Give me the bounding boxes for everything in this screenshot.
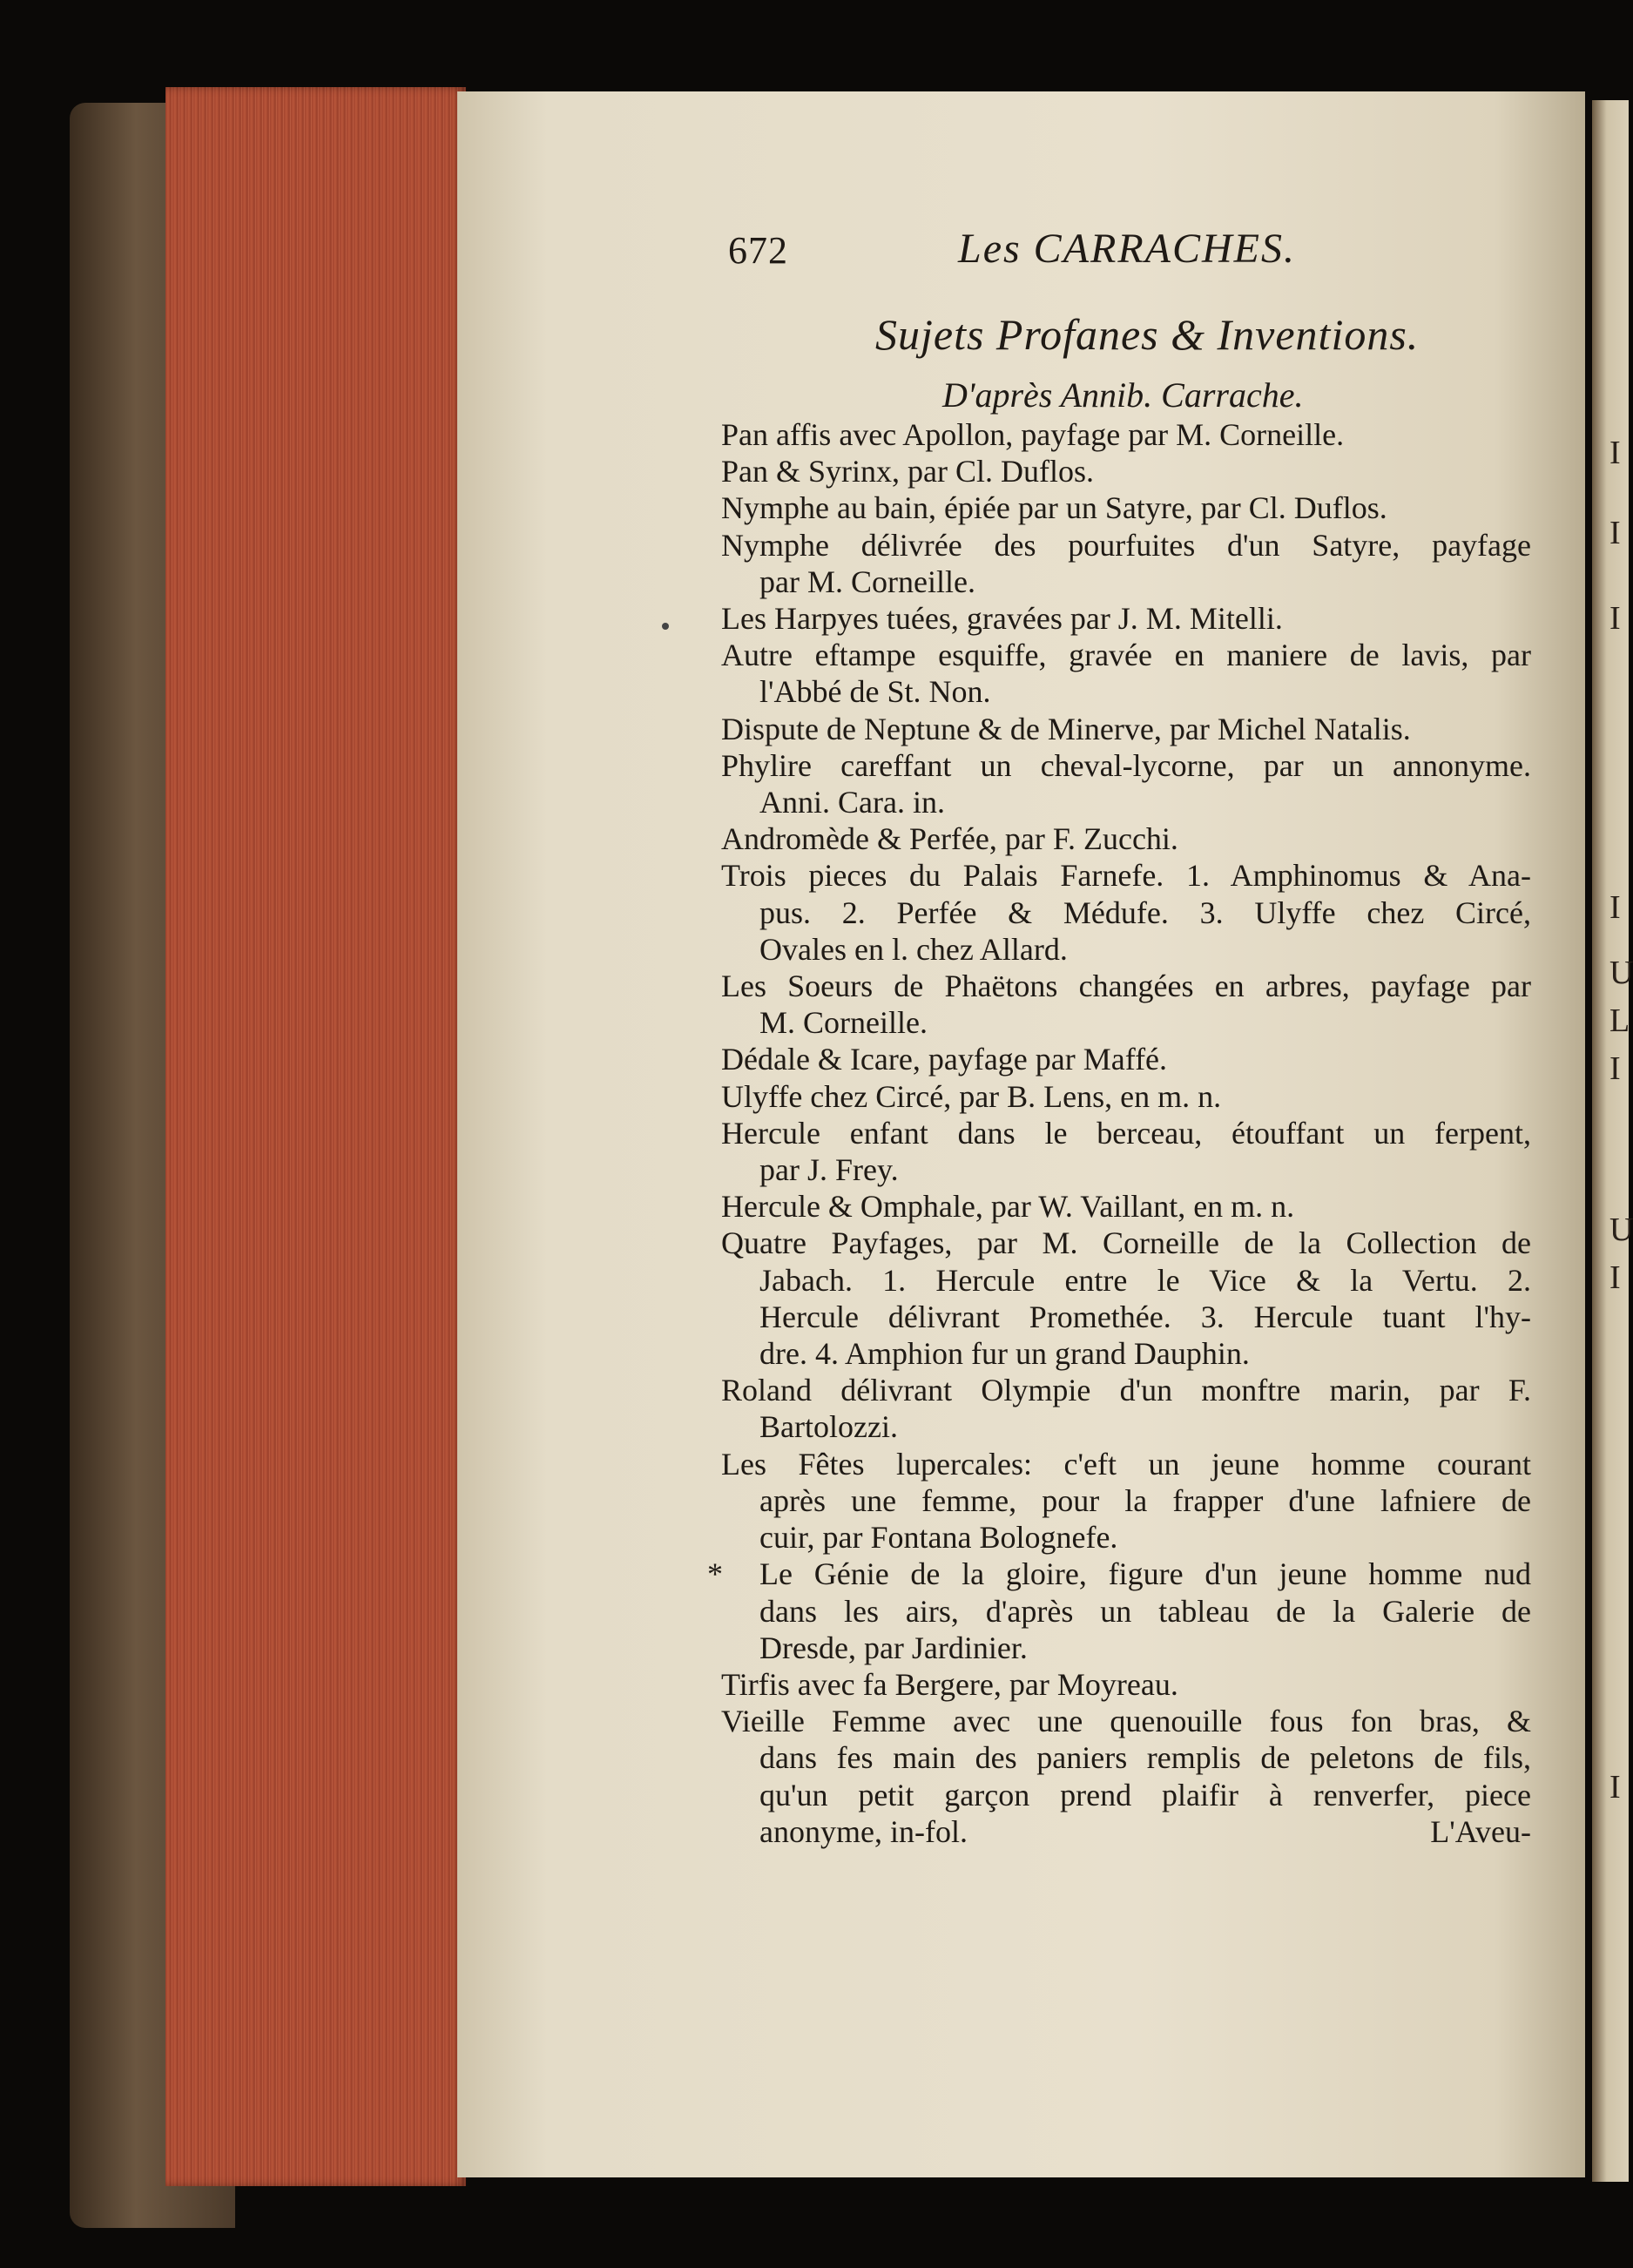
asterisk-marker: * bbox=[707, 1556, 723, 1592]
entry-line: Trois pieces du Palais Farnefe. 1. Amphinomus & Ana- bbox=[721, 858, 1531, 894]
entry-line: Dresde, par Jardinier. bbox=[759, 1630, 1028, 1665]
entry-line: dre. 4. Amphion fur un grand Dauphin. bbox=[759, 1336, 1250, 1372]
catalogue-entry bbox=[721, 820, 1531, 857]
entry-line: qu'un petit garçon prend plaifir à renverfer, piece bbox=[759, 1777, 1531, 1812]
entry-line: Anni. Cara. in. bbox=[759, 785, 945, 820]
catalogue-entry bbox=[721, 711, 1531, 747]
entry-line: Le Génie de la gloire, figure d'un jeune homme nud bbox=[759, 1556, 1531, 1592]
entry-line: Hercule enfant dans le berceau, étouffant un ferpent, bbox=[721, 1115, 1531, 1151]
catalogue-entry bbox=[721, 1115, 1531, 1188]
catalogue-entry bbox=[721, 527, 1531, 600]
entry-line: Pan affis avec Apollon, payfage par M. Corneille. bbox=[721, 417, 1345, 452]
entry-list bbox=[707, 416, 1531, 1850]
entry-line: par M. Corneille. bbox=[759, 564, 975, 599]
facing-mark: I bbox=[1609, 600, 1621, 637]
entry-line: Quatre Payfages, par M. Corneille de la Collection de bbox=[721, 1225, 1531, 1261]
entry-line: Bartolozzi. bbox=[759, 1409, 898, 1445]
catalogue-entry bbox=[707, 1556, 1531, 1666]
facing-mark: I bbox=[1609, 1259, 1621, 1296]
page-number: 672 bbox=[728, 229, 788, 272]
entry-line: Les Soeurs de Phaëtons changées en arbres, payfage par bbox=[721, 969, 1531, 1004]
entry-line: anonyme, in-fol. L'Aveu- bbox=[759, 1813, 1531, 1849]
entry-line: Andromède & Perfée, par F. Zucchi. bbox=[721, 821, 1178, 857]
entry-line: Pan & Syrinx, par Cl. Duflos. bbox=[721, 454, 1094, 489]
catalogue-entry bbox=[721, 1446, 1531, 1556]
catalogue-entry bbox=[721, 453, 1531, 489]
entry-line: l'Abbé de St. Non. bbox=[759, 674, 991, 710]
catalogue-entry bbox=[721, 1041, 1531, 1077]
catalogue-entry bbox=[721, 637, 1531, 710]
entry-line: Hercule & Omphale, par W. Vaillant, en m. n. bbox=[721, 1189, 1295, 1225]
entry-line: après une femme, pour la frapper d'une lafniere de bbox=[759, 1482, 1531, 1518]
facing-mark: U bbox=[1609, 955, 1633, 991]
entry-line: par J. Frey. bbox=[759, 1152, 899, 1188]
facing-mark: U bbox=[1609, 1212, 1633, 1248]
facing-mark: I bbox=[1609, 1769, 1621, 1806]
catalogue-entry bbox=[721, 600, 1531, 637]
entry-line: Tirfis avec fa Bergere, par Moyreau. bbox=[721, 1666, 1178, 1702]
entry-line: pus. 2. Perfée & Médufe. 3. Ulyffe chez Circé, bbox=[759, 894, 1531, 930]
entry-line: Jabach. 1. Hercule entre le Vice & la Vertu. 2. bbox=[759, 1262, 1531, 1298]
running-head: Les CARRACHES. bbox=[958, 226, 1296, 272]
entry-line: Phylire careffant un cheval-lycorne, par un annonyme. bbox=[721, 747, 1531, 783]
facing-mark: I bbox=[1609, 435, 1621, 471]
entry-line: M. Corneille. bbox=[759, 1005, 928, 1041]
facing-mark: I bbox=[1609, 889, 1621, 926]
entry-line: cuir, par Fontana Bolognefe. bbox=[759, 1520, 1118, 1556]
entry-line: Ulyffe chez Circé, par B. Lens, en m. n. bbox=[721, 1078, 1222, 1114]
catalogue-entry bbox=[721, 1703, 1531, 1850]
entry-line: Nymphe délivrée des pourfuites d'un Satyre, payfage bbox=[721, 527, 1531, 563]
catchword: L'Aveu- bbox=[1430, 1813, 1531, 1849]
section-title: Sujets Profanes & Inventions. bbox=[875, 310, 1420, 359]
margin-mark bbox=[662, 623, 669, 630]
catalogue-entry bbox=[721, 1666, 1531, 1703]
catalogue-entry bbox=[721, 1188, 1531, 1225]
catalogue-entry bbox=[721, 1372, 1531, 1445]
entry-line: Dédale & Icare, payfage par Maffé. bbox=[721, 1042, 1168, 1077]
catalogue-entry bbox=[721, 857, 1531, 968]
entry-line: Vieille Femme avec une quenouille fous fon bras, & bbox=[721, 1704, 1531, 1739]
catalogue-entry bbox=[721, 489, 1531, 526]
catalogue-entry bbox=[721, 1225, 1531, 1372]
catalogue-entry bbox=[721, 968, 1531, 1041]
entry-line: Hercule délivrant Promethée. 3. Hercule tuant l'hy- bbox=[759, 1299, 1531, 1334]
catalogue-entry bbox=[721, 1078, 1531, 1115]
catalogue-entry bbox=[721, 416, 1531, 453]
entry-line: dans fes main des paniers remplis de peletons de fils, bbox=[759, 1740, 1531, 1776]
catalogue-entry bbox=[721, 747, 1531, 820]
section-subtitle: D'après Annib. Carrache. bbox=[942, 375, 1304, 415]
entry-line: Les Fêtes lupercales: c'eft un jeune homme courant bbox=[721, 1446, 1531, 1482]
facing-mark: L bbox=[1609, 1002, 1630, 1039]
entry-line: Nymphe au bain, épiée par un Satyre, par Cl. Duflos. bbox=[721, 490, 1387, 526]
entry-line: Autre eftampe esquiffe, gravée en maniere de lavis, par bbox=[721, 638, 1531, 673]
facing-mark: I bbox=[1609, 515, 1621, 551]
entry-line: dans les airs, d'après un tableau de la Galerie de bbox=[759, 1593, 1531, 1629]
entry-line: Ovales en l. chez Allard. bbox=[759, 931, 1068, 967]
entry-line: Dispute de Neptune & de Minerve, par Michel Natalis. bbox=[721, 711, 1411, 746]
entry-line: Roland délivrant Olympie d'un monftre marin, par F. bbox=[721, 1373, 1531, 1408]
entry-line: Les Harpyes tuées, gravées par J. M. Mitelli. bbox=[721, 601, 1283, 637]
facing-mark: I bbox=[1609, 1050, 1621, 1087]
